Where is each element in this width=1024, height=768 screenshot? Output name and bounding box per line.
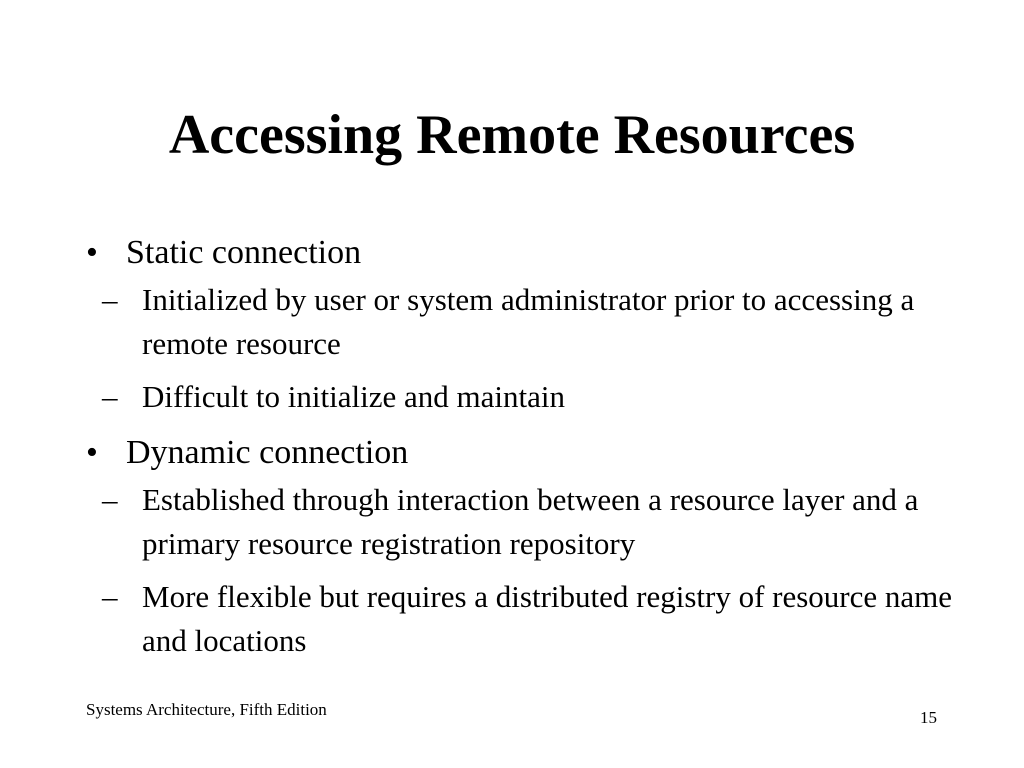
sub-bullet-marker: –: [102, 282, 118, 317]
sub-list-container: [86, 478, 966, 663]
sub-bullet-marker: –: [102, 379, 118, 414]
bullet-marker: •: [86, 434, 98, 471]
sub-bullet-difficult: [98, 375, 966, 419]
bullet-dynamic-connection: [86, 428, 966, 478]
sub-list: [86, 478, 966, 663]
sub-bullet-marker: –: [102, 579, 118, 614]
footer-page-number: 15: [920, 708, 937, 727]
sub-list-container: [86, 278, 966, 419]
sub-bullet-established: [98, 478, 966, 566]
sub-bullet-initialized: [98, 278, 966, 366]
sub-bullet-text: Difficult to initialize and maintain: [142, 379, 565, 414]
bullet-text: Dynamic connection: [126, 434, 409, 471]
bullet-static-connection: [86, 228, 966, 278]
sub-bullet-text: More flexible but requires a distributed registry of resource name and locations: [142, 579, 953, 658]
slide-title: Accessing Remote Resources: [168, 104, 856, 166]
bullet-marker: •: [86, 234, 98, 271]
sub-bullet-marker: –: [102, 482, 118, 517]
sub-bullet-more-flexible: [98, 575, 966, 663]
sub-bullet-text: Initialized by user or system administrator prior to accessing a remote resource: [142, 282, 915, 361]
bullet-text: Static connection: [126, 234, 362, 271]
footer-book-title: Systems Architecture, Fifth Edition: [86, 700, 327, 719]
bullet-list: [86, 228, 966, 672]
sub-bullet-text: Established through interaction between a resource layer and a primary resource registration repository: [142, 482, 919, 561]
sub-list: [86, 278, 966, 419]
